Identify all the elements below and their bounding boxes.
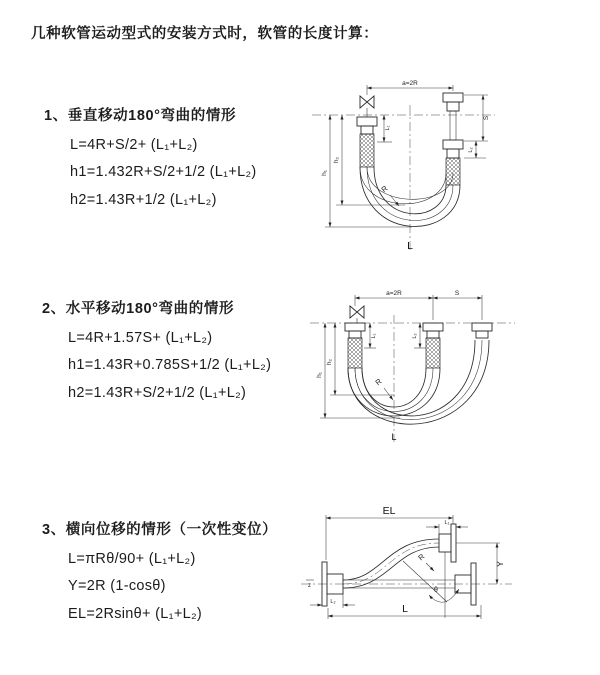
dim-label-y: Y [495, 561, 505, 567]
radius-label-r: R [373, 376, 384, 388]
formula-el: EL=2Rsinθ+ (L₁+L₂) [68, 605, 203, 622]
valve-icon [350, 306, 364, 323]
formula-h1: h1=1.432R+S/2+1/2 (L₁+L₂) [70, 164, 257, 180]
dim-label-h2: h₂ [326, 358, 333, 366]
angle-label-theta: θ [434, 587, 438, 594]
dim-label-s: S [483, 115, 490, 121]
hose-displaced-position [343, 539, 439, 588]
left-fitting [345, 323, 365, 368]
formula-length: L=πRθ/90+ (L₁+L₂) [68, 550, 196, 567]
diagram-lateral-displacement [296, 498, 600, 652]
dim-label-el: EL [382, 505, 396, 517]
dim-label-h1: h₁ [316, 372, 323, 378]
section-2-formulas [68, 330, 271, 401]
middle-fitting [423, 323, 443, 368]
formula-y: Y=2R (1-cosθ) [68, 578, 166, 594]
dim-label-s: S [454, 290, 460, 297]
section-vertical-movement [44, 104, 257, 208]
centerline-mark-z: z [308, 583, 311, 589]
right-fitting-alternate-position [472, 323, 492, 338]
dim-label-h2: h₂ [333, 156, 340, 164]
dim-label-a2r: a=2R [386, 290, 402, 297]
dim-label-l2: L₂ [412, 333, 418, 339]
section-1-formulas [70, 137, 257, 208]
dim-label-l2: L₂ [330, 599, 336, 605]
section-3-heading: 3、横向位移的情形（一次性变位） [42, 522, 278, 538]
left-fitting [357, 117, 377, 167]
upper-flange-fitting [439, 524, 456, 562]
section-3-formulas [68, 551, 277, 622]
dim-label-l2: L₂ [468, 147, 474, 153]
dim-label-a2r: a=2R [402, 80, 418, 87]
formula-length: L=4R+S/2+ (L₁+L₂) [70, 136, 198, 153]
dim-label-l1: L₁ [371, 333, 377, 339]
valve-icon [360, 96, 374, 117]
braided-hose-section [446, 158, 460, 185]
diagram-horizontal-180-bend [300, 280, 600, 452]
radius-leader [426, 563, 434, 571]
formula-h2: h2=1.43R+1/2 (L₁+L₂) [70, 191, 217, 208]
braided-hose-section [360, 134, 374, 167]
dim-label-l1: L₁ [385, 125, 391, 131]
section-lateral-displacement [42, 518, 277, 622]
dim-label-h1: h₁ [321, 170, 328, 176]
angle-construction-radius [403, 561, 447, 602]
diagram-vertical-180-bend [300, 65, 600, 260]
dim-label-l1: L₁ [444, 520, 450, 526]
page-title: 几种软管运动型式的安装方式时，软管的长度计算： [31, 26, 379, 42]
dim-label-l: L [407, 240, 413, 252]
right-fitting-assembly [443, 93, 463, 185]
hose-u-bend [348, 340, 489, 424]
radius-leader [390, 195, 399, 206]
radius-label-r: R [416, 551, 427, 563]
formula-length: L=4R+1.57S+ (L₁+L₂) [68, 329, 213, 346]
radius-label-r: R [379, 183, 390, 195]
section-1-heading: 1、垂直移动180°弯曲的情形 [44, 108, 237, 124]
dim-label-l: L [391, 432, 397, 442]
radius-leader [384, 388, 393, 400]
formula-h2: h2=1.43R+S/2+1/2 (L₁+L₂) [68, 384, 247, 401]
section-horizontal-movement [42, 297, 271, 401]
dim-label-l: L [402, 603, 408, 615]
section-2-heading: 2、水平移动180°弯曲的情形 [42, 301, 235, 317]
formula-h1: h1=1.43R+0.785S+1/2 (L₁+L₂) [68, 357, 272, 373]
